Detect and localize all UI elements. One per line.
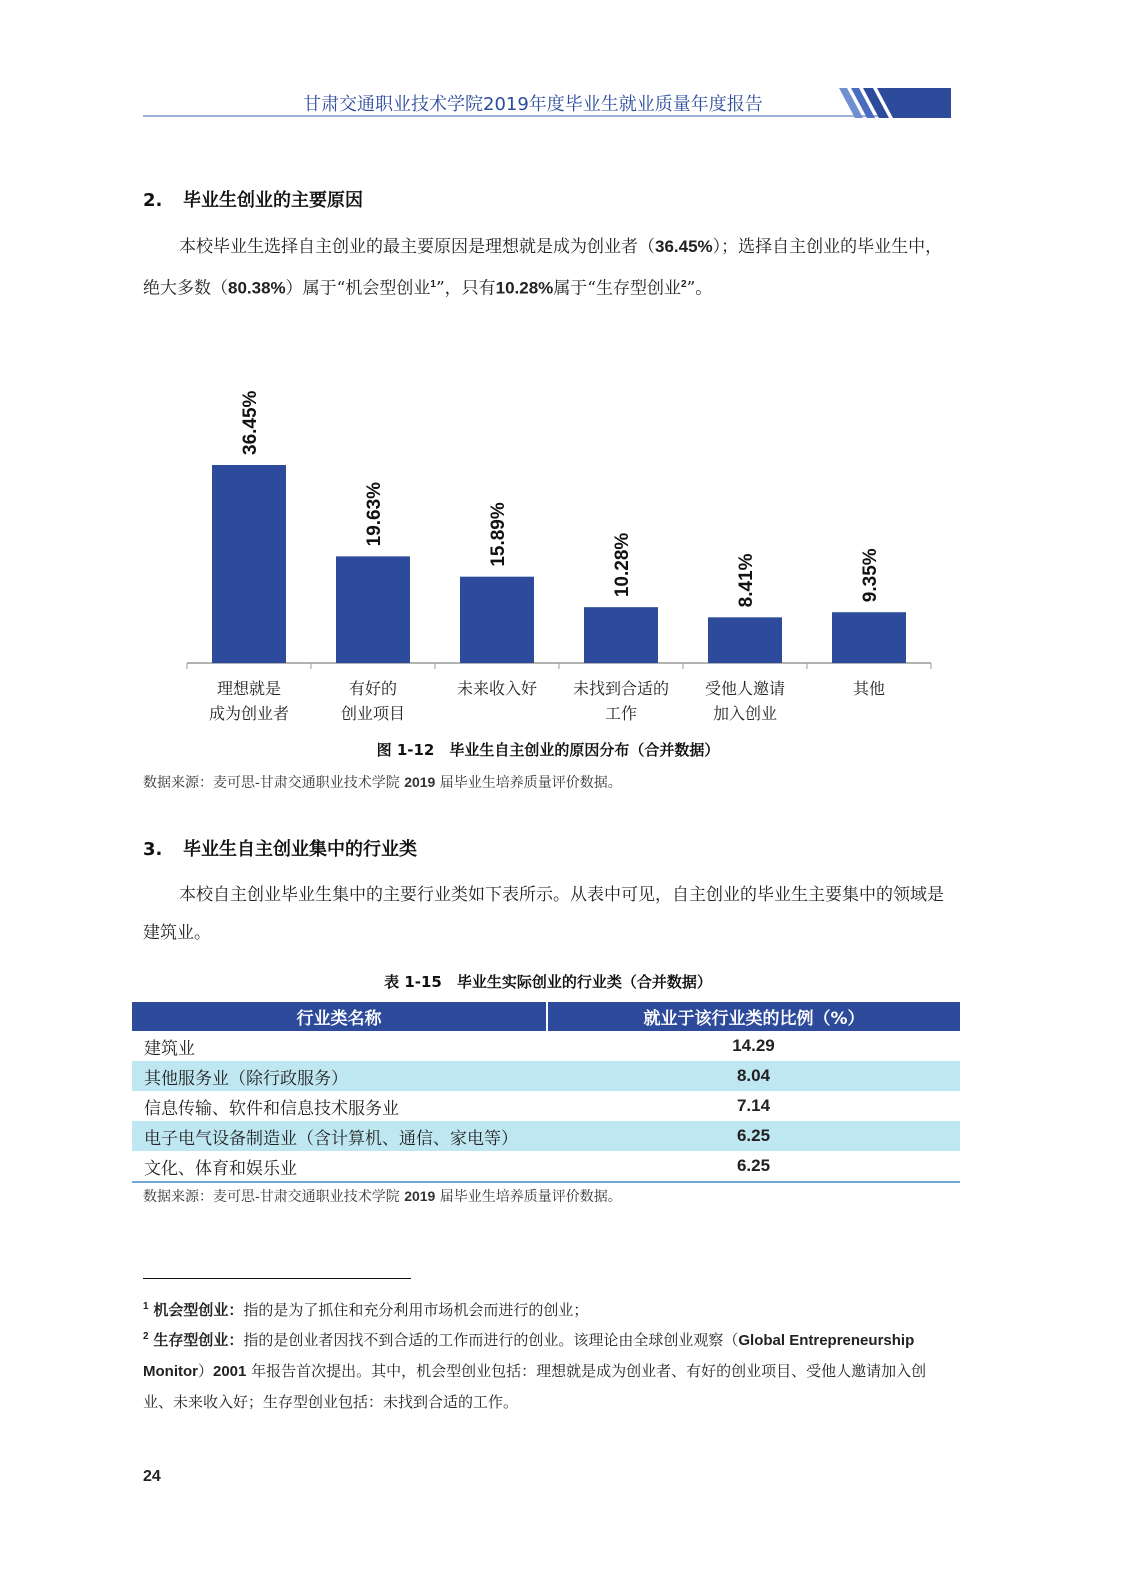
industry-value: 14.29 [732,1036,775,1055]
highlight-value: 10.28% [495,278,554,298]
bar [460,577,534,663]
page-header [143,86,951,120]
table-source-note [143,1186,622,1206]
footnote-term: 生存型创业： [153,1332,244,1349]
footnote-divider [143,1278,411,1279]
footnote-mark: 1 [143,1301,149,1312]
footnote-year: 2001 [213,1363,247,1380]
header-stripe-decoration [839,88,951,118]
footnote-text: 指的是为了抓住和充分利用市场机会而进行的创业； [243,1301,589,1319]
footnote-ref[interactable]: 2 [681,279,687,290]
chart-source-note [143,772,622,792]
page-number: 24 [143,1468,161,1485]
industry-value: 6.25 [547,1121,960,1151]
data-label: 10.28% [612,532,633,598]
category-label: 其他 [852,679,886,698]
section2-paragraph [143,228,953,308]
text-run: 属于“生存型创业 [553,278,682,299]
section-title: 毕业生创业的主要原因 [183,190,363,211]
industry-table [132,1002,960,1183]
text-run: ”，只有 [435,278,496,299]
text-run: 2019 [404,1188,436,1204]
text-run: 2019 [404,774,436,790]
section3-paragraph: 本校自主创业毕业生集中的主要行业类如下表所示。从表中可见，自主创业的毕业生主要集中的领域是建筑业。 [143,885,944,943]
data-label: 9.35% [860,548,881,603]
industry-name: 信息传输、软件和信息技术服务业 [144,1098,399,1119]
footnote-1 [143,1292,953,1326]
text-run: ）属于“机会型创业 [285,278,431,299]
section-heading-3 [143,835,417,861]
data-label: 8.41% [736,553,757,608]
industry-value: 6.25 [547,1151,960,1182]
data-label: 19.63% [364,481,385,547]
category-label: 未找到合适的 [572,679,670,698]
data-label: 36.45% [240,390,261,455]
category-label: 加入创业 [712,704,778,723]
section-number: 3. [143,839,163,860]
industry-name: 电子电气设备制造业（含计算机、通信、家电等） [132,1121,547,1151]
data-label: 15.89% [488,502,509,567]
bar [336,556,410,663]
section-title: 毕业生自主创业集中的行业类 [183,839,417,860]
bar [212,465,286,663]
footnote-english: Global Entrepreneurship Monitor [143,1332,915,1380]
text-run: ”。 [686,278,713,299]
footnote-text: 指的是创业者因找不到合适的工作而进行的创业。该理论由全球创业观察（ [243,1331,739,1349]
category-label: 成为创业者 [208,704,290,723]
header-title: 甘肃交通职业技术学院2019年度毕业生就业质量年度报告 [303,94,763,115]
reason-bar-chart [143,380,953,730]
header-rule [143,115,879,117]
text-run: 届毕业生培养质量评价数据。 [435,775,622,791]
column-header: 就业于该行业类的比例（%） [547,1002,960,1031]
industry-value: 7.14 [736,1096,771,1115]
footnote-text: ） [197,1362,213,1380]
table-header-row [132,1002,960,1031]
highlight-value: 80.38% [228,278,286,298]
table-row [132,1091,960,1121]
industry-name: 建筑业 [144,1038,195,1059]
industry-name: 文化、体育和娱乐业 [132,1151,547,1182]
footnote-term: 机会型创业： [153,1302,244,1319]
footnote-ref[interactable]: 1 [430,279,436,290]
category-label: 未来收入好 [456,679,538,698]
table-row [132,1031,960,1061]
footnote-text: 年报告首次提出。其中，机会型创业包括：理想就是成为创业者、有好的创业项目、受他人邀请加入创业、未来收入好；生存型创业包括：未找到合适的工作。 [143,1362,927,1411]
figure-caption: 图 1-12 毕业生自主创业的原因分布（合并数据） [376,741,720,759]
text-run: ）；选择自主创业的毕业生中，绝大多数（ [143,237,943,299]
text-run: 本校毕业生选择自主创业的最主要原因是理想就是成为创业者（ [179,237,655,257]
category-label: 受他人邀请 [704,679,786,698]
text-run: 届毕业生培养质量评价数据。 [435,1189,622,1205]
bar [584,607,658,663]
category-label: 创业项目 [340,704,406,723]
footnote-mark: 2 [143,1331,149,1342]
table-caption: 表 1-15 毕业生实际创业的行业类（合并数据） [384,973,712,991]
table-row [132,1151,960,1182]
section-number: 2. [143,190,163,211]
footnote-2 [143,1322,953,1417]
industry-name: 其他服务业（除行政服务） [132,1061,547,1091]
section-heading-2 [143,186,363,212]
bar [708,617,782,663]
text-run: 数据来源：麦可思-甘肃交通职业技术学院 [143,775,405,791]
chart-canvas [143,380,953,730]
category-label: 理想就是 [216,679,282,698]
table-row [132,1061,960,1091]
table-row [132,1121,960,1151]
text-run: 数据来源：麦可思-甘肃交通职业技术学院 [143,1189,405,1205]
bar [832,612,906,663]
column-header: 行业类名称 [132,1002,547,1031]
category-label: 有好的 [348,679,398,698]
highlight-value: 36.45% [655,237,713,256]
category-label: 工作 [604,704,638,723]
industry-value: 8.04 [547,1061,960,1091]
